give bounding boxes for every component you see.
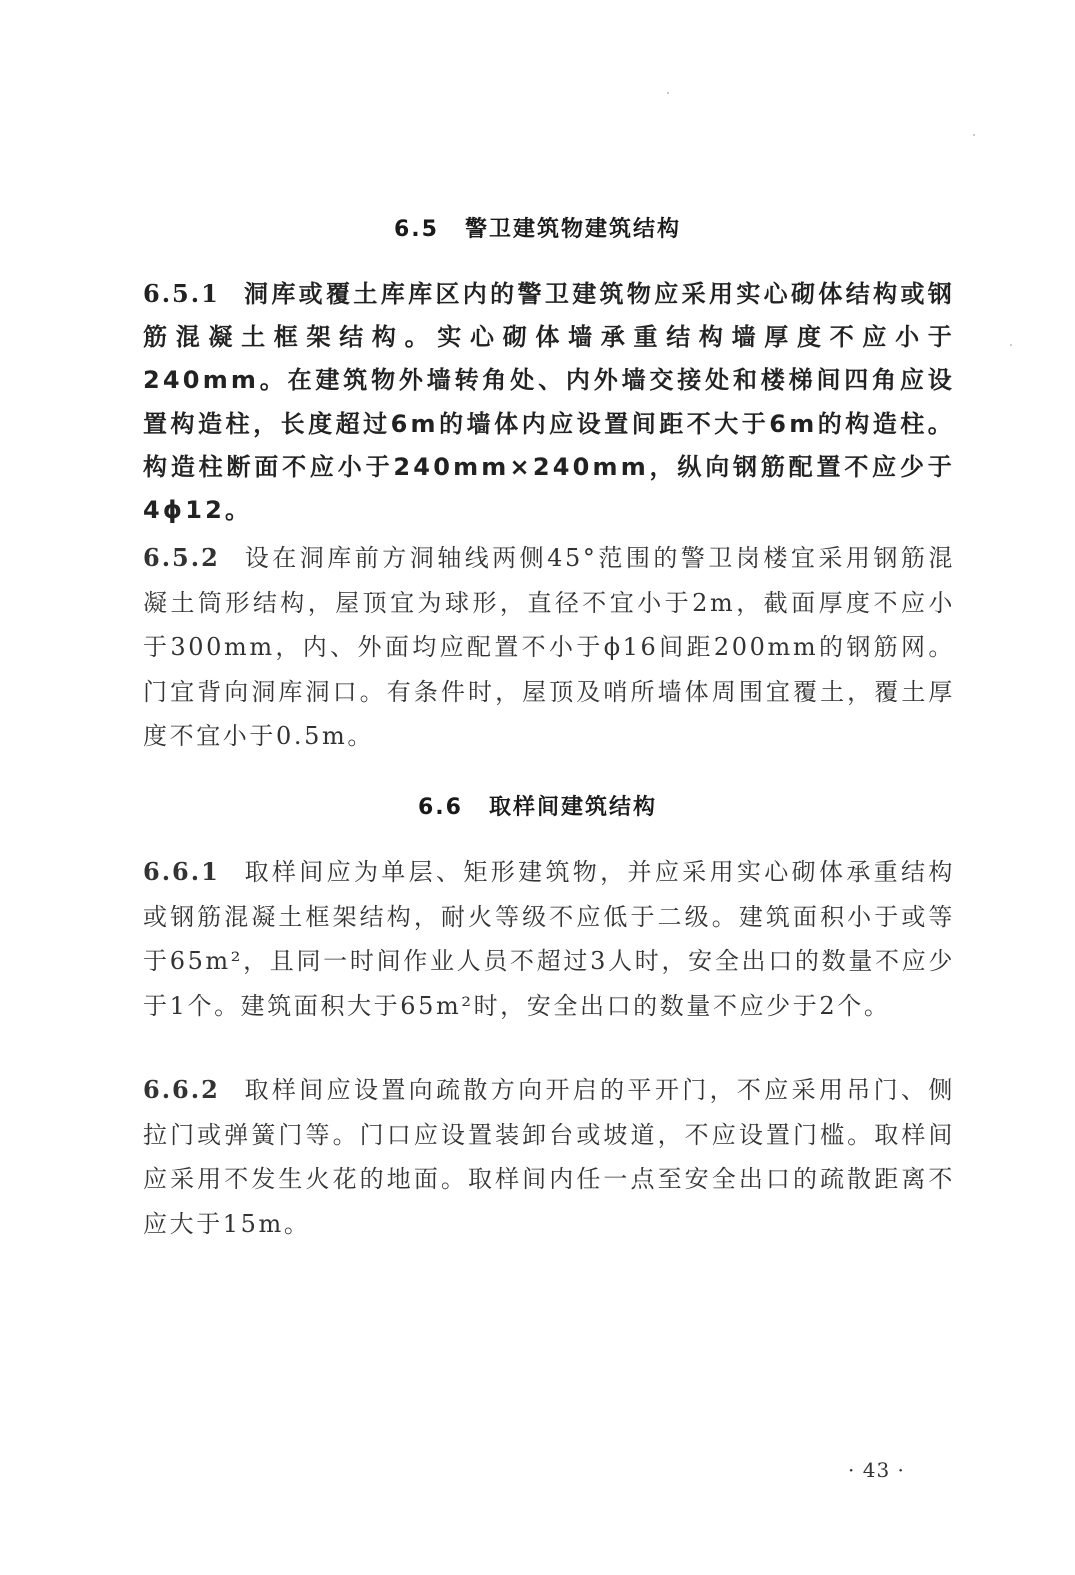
clause-number: 6.5.2 — [143, 543, 220, 572]
clause-text: 洞库或覆土库库区内的警卫建筑物应采用实心砌体结构或钢筋混凝土框架结构。实心砌体墙承重结构墙厚度不应小于240mm。在建筑物外墙转角处、内外墙交接处和楼梯间四角应设置构造柱，长度超过6m的墙体内应设置间距不大于6m的构造柱。构造柱断面不应小于240mm×240mm，纵向钢筋配置不应少于4ϕ12。 — [143, 280, 955, 525]
scan-speck — [667, 92, 669, 94]
scan-speck — [1010, 344, 1012, 346]
section-title: 警卫建筑物建筑结构 — [464, 217, 681, 242]
section-number: 6.5 — [394, 217, 439, 242]
clause-number: 6.6.1 — [143, 857, 220, 886]
clause-6-5-2 — [143, 536, 955, 759]
page-number: · 43 · — [848, 1458, 905, 1482]
section-title: 取样间建筑结构 — [488, 795, 657, 820]
section-6-6-heading — [0, 790, 1075, 821]
section-number: 6.6 — [418, 795, 463, 820]
clause-6-6-1 — [143, 850, 955, 1028]
clause-text: 设在洞库前方洞轴线两侧45°范围的警卫岗楼宜采用钢筋混凝土筒形结构，屋顶宜为球形，直径不宜小于2m，截面厚度不应小于300mm，内、外面均应配置不小于ϕ16间距200mm的钢筋网。门宜背向洞库洞口。有条件时，屋顶及哨所墙体周围宜覆土，覆土厚度不宜小于0.5m。 — [143, 544, 955, 750]
clause-number: 6.6.2 — [143, 1075, 220, 1104]
clause-text: 取样间应设置向疏散方向开启的平开门，不应采用吊门、侧拉门或弹簧门等。门口应设置装卸台或坡道，不应设置门槛。取样间应采用不发生火花的地面。取样间内任一点至安全出口的疏散距离不应大于15m。 — [143, 1076, 955, 1238]
scan-speck — [973, 134, 975, 136]
clause-6-5-1 — [143, 272, 955, 532]
clause-text: 取样间应为单层、矩形建筑物，并应采用实心砌体承重结构或钢筋混凝土框架结构，耐火等级不应低于二级。建筑面积小于或等于65m²，且同一时间作业人员不超过3人时，安全出口的数量不应少于1个。建筑面积大于65m²时，安全出口的数量不应少于2个。 — [143, 858, 955, 1020]
clause-6-6-2 — [143, 1068, 955, 1246]
section-6-5-heading — [0, 212, 1075, 243]
clause-number: 6.5.1 — [143, 279, 220, 308]
